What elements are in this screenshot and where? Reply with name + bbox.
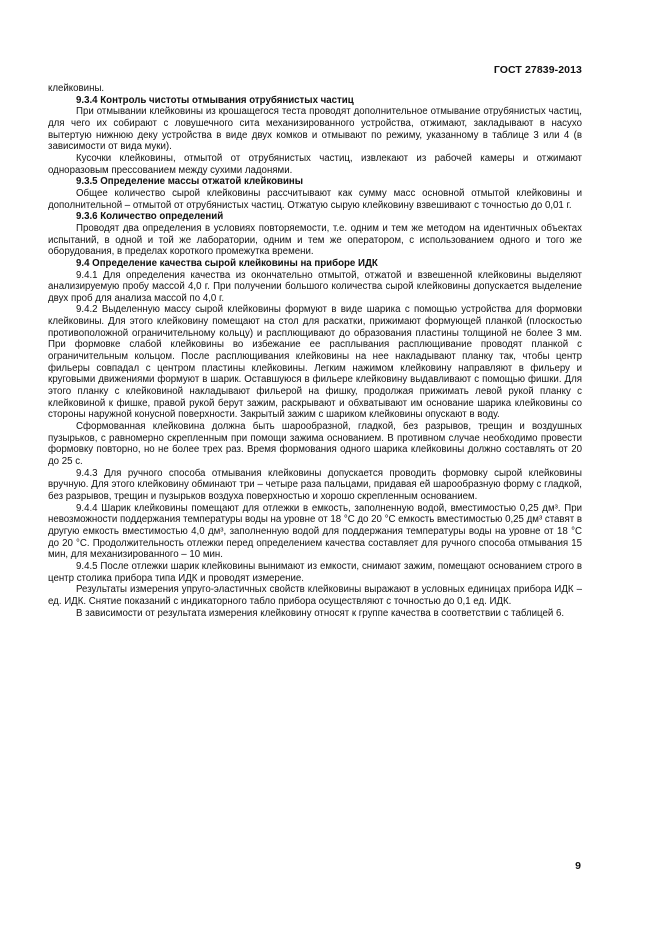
paragraph: клейковины. [48, 83, 105, 94]
section-heading-9-3-6: 9.3.6 Количество определений [76, 211, 224, 223]
paragraph: 9.4.2 Выделенную массу сырой клейковины формуют в виде шарика с помощью устройства для формовки клейковины. Для этого клейковину помещают на стол для раскатки, прижимают формующей планкой (плоскостью противоположной ограничительному кольцу) и расплющивают до образования пластины толщиной не более 3 мм. При формовке слабой клейковины во избежание ее расплывания расплющивание проводят планкой с ограничительным кольцом. После расплющивания клейковины на нее накладывают планку так, чтобы центр фильеры совпадал с центром пластины клейковины. Легким нажимом клейковину направляют в фильеру и круговыми движениями формуют в шарик. Оставшуюся в фильере клейковину выдавливают с помощью фишки. Для этого планку с клейковиной накладывают фильерой на фишку, продолжая прижимать левой рукой планку с клейковиной к фишке, правой рукой берут зажим, раскрывают и обхватывают им основание шарика клейковины со стороны наружной конусной поверхности. Закрытый зажим с шариком клейковины опускают в воду. [48, 304, 582, 421]
section-heading-9-3-5: 9.3.5 Определение массы отжатой клейковины [76, 176, 304, 188]
section-heading-9-4: 9.4 Определение качества сырой клейковины на приборе ИДК [76, 257, 378, 269]
page-number: 9 [575, 860, 581, 872]
paragraph: 9.4.3 Для ручного способа отмывания клейковины допускается проводить формовку сырой клейковины вручную. Для этого клейковину обминают три – четыре раза пальцами, придавая ей шарообразную форму с гладкой, без разрывов, трещин и пузырьков воздуха поверхностью и хорошо скрепленным основанием. [48, 467, 582, 502]
paragraph: 9.4.1 Для определения качества из окончательно отмытой, отжатой и взвешенной клейковины выделяют анализируемую пробу массой 4,0 г. При получении большого количества сырой клейковины допускается выделение двух проб для анализа массой по 4,0 г. [48, 269, 582, 304]
paragraph: Проводят два определения в условиях повторяемости, т.е. одним и тем же методом на идентичных объектах испытаний, в одной и той же лаборатории, одним и тем же оператором, с использованием одного и того же оборудования, в пределах короткого промежутка времени. [48, 222, 582, 258]
paragraph: Кусочки клейковины, отмытой от отрубянистых частиц, извлекают из рабочей камеры и отжимают одноразовым прессованием между сухими ладонями. [48, 152, 582, 176]
paragraph: 9.4.5 После отлежки шарик клейковины вынимают из емкости, снимают зажим, помещают основанием строго в центр столика прибора типа ИДК и проводят измерение. [48, 560, 582, 584]
page-header-standard-code: ГОСТ 27839-2013 [493, 64, 582, 76]
document-body [48, 83, 582, 619]
paragraph: При отмывании клейковины из крошащегося теста проводят дополнительное отмывание отрубянистых частиц, для чего их собирают с ловушечного сита механизированного устройства, отжимают, закладывают в насухо вытертую нижнюю деку устройства в виде двух комков и отмывают по режиму, указанному в таблице 3 или 4 (в зависимости от вида муки). [48, 106, 582, 153]
paragraph: Сформованная клейковина должна быть шарообразной, гладкой, без разрывов, трещин и воздушных пузырьков, с равномерно скрепленным при помощи зажима основанием. В противном случае необходимо провести формовку повторно, но не более трех раз. Время формования одного шарика клейковины должно составлять от 20 до 25 с. [48, 421, 582, 467]
paragraph: Общее количество сырой клейковины рассчитывают как сумму масс основной отмытой клейковины и дополнительной – отмытой от отрубянистых частиц. Отжатую сырую клейковину взвешивают с точностью до 0,01 г. [48, 187, 582, 211]
section-heading-9-3-4: 9.3.4 Контроль чистоты отмывания отрубянистых частиц [76, 94, 354, 106]
paragraph: 9.4.4 Шарик клейковины помещают для отлежки в емкость, заполненную водой, вместимостью 0,25 дм³. При невозможности поддержания температуры воды на уровне от 18 °С до 20 °С емкость вместимостью 0,25 дм³ ставят в другую емкость вместимостью 4,0 дм³, заполненную водой для поддержания температуры воды на уровне от 18 °С до 20 °С. Продолжительность отлежки перед определением качества составляет для ручного способа отмывания 15 мин, для механизированного – 10 мин. [48, 502, 582, 561]
paragraph: В зависимости от результата измерения клейковину относят к группе качества в соответствии с таблицей 6. [76, 607, 565, 619]
paragraph: Результаты измерения упруго-эластичных свойств клейковины выражают в условных единицах прибора ИДК – ед. ИДК. Снятие показаний с индикаторного табло прибора осуществляют с точностью до 0,1 ед. ИДК. [48, 584, 582, 607]
